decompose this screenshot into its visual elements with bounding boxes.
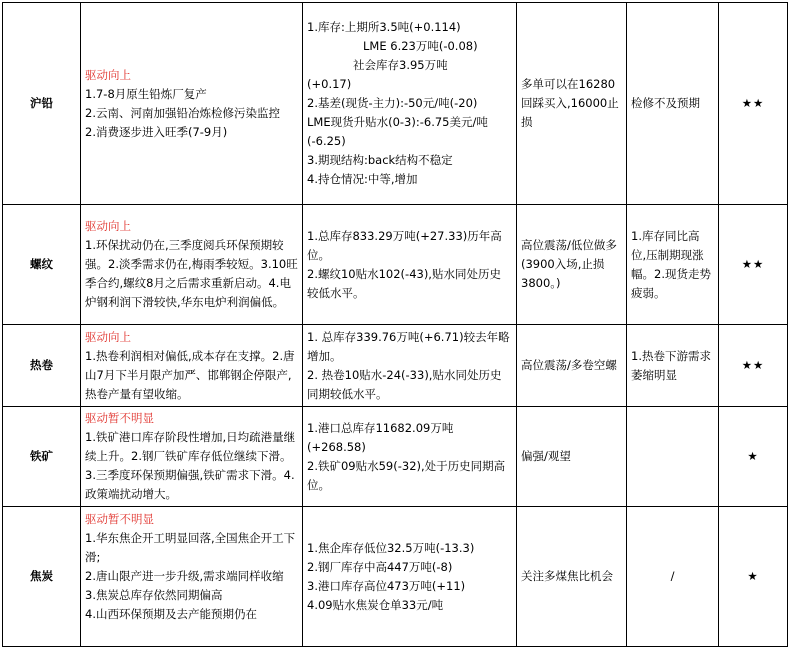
- driver-head: 驱动向上: [85, 329, 131, 344]
- table-row: [3, 325, 788, 407]
- data-cell: [303, 325, 517, 407]
- risk-cell: 1.热卷下游需求萎缩明显: [627, 325, 719, 407]
- data-line: 1.焦企库存低位32.5万吨(-13.3): [307, 540, 475, 555]
- data-line: 1.总库存833.29万吨(+27.33)历年高位。: [307, 228, 502, 262]
- rating-stars: ★★: [719, 3, 788, 205]
- data-line: 4.09贴水焦炭仓单33元/吨: [307, 597, 444, 612]
- data-line: LME 6.23万吨(-0.08): [363, 39, 478, 53]
- driver-line: 1.华东焦企开工明显回落,全国焦企开工下滑;: [85, 531, 296, 564]
- data-line: 1. 总库存339.76万吨(+6.71)较去年略增加。: [307, 329, 510, 363]
- data-line: 2. 热卷10贴水-24(-33),贴水同处历史同期较低水平。: [307, 367, 502, 401]
- table-row: [3, 407, 788, 507]
- commodity-name: 铁矿: [3, 407, 81, 507]
- data-line: (+0.17): [307, 77, 352, 91]
- data-line: 2.基差(现货-主力):-50元/吨(-20): [307, 96, 478, 110]
- commodity-name: 焦炭: [3, 507, 81, 647]
- driver-cell: [81, 507, 303, 647]
- driver-line: 1.热卷利润相对偏低,成本存在支撑。2.唐山7月下半月限产加严、邯郸钢企停限产,热卷产量有望收缩。: [85, 348, 295, 401]
- data-line: 4.持仓情况:中等,增加: [307, 172, 418, 186]
- risk-cell: 1.库存同比高位,压制期现涨幅。2.现货走势疲弱。: [627, 205, 719, 325]
- driver-line: 2.唐山限产进一步升级,需求端同样收缩: [85, 569, 284, 583]
- driver-cell: [81, 325, 303, 407]
- table-row: [3, 507, 788, 647]
- driver-line: 4.山西环保预期及去产能预期仍在: [85, 607, 257, 621]
- table-row: [3, 3, 788, 205]
- data-cell: [303, 507, 517, 647]
- strategy-cell: 多单可以在16280回踩买入,16000止损: [517, 3, 627, 205]
- data-cell: [303, 407, 517, 507]
- data-line: 2.铁矿09贴水59(-32),处于历史同期高位。: [307, 458, 506, 492]
- driver-line: 2.云南、河南加强铅冶炼检修污染监控: [85, 105, 280, 120]
- driver-line: 2.消费逐步进入旺季(7-9月): [85, 124, 228, 139]
- driver-head: 驱动暂不明显: [85, 512, 154, 526]
- strategy-cell: 高位震荡/低位做多(3900入场,止损3800。): [517, 205, 627, 325]
- data-line: 社会库存3.95万吨: [353, 58, 448, 72]
- rating-stars: ★: [719, 407, 788, 507]
- rating-stars: ★★: [719, 205, 788, 325]
- data-line: 1.库存:上期所3.5吨(+0.114): [307, 20, 461, 34]
- driver-line: 3.焦炭总库存依然同期偏高: [85, 588, 223, 602]
- data-line: 2.钢厂库存中高447万吨(-8): [307, 559, 453, 574]
- data-cell: [303, 3, 517, 205]
- data-line: 1.港口总库存11682.09万吨(+268.58): [307, 420, 454, 454]
- table-row: [3, 205, 788, 325]
- risk-cell: [627, 407, 719, 507]
- strategy-cell: 关注多煤焦比机会: [517, 507, 627, 647]
- data-cell: [303, 205, 517, 325]
- driver-cell: [81, 407, 303, 507]
- driver-cell: [81, 205, 303, 325]
- rating-stars: ★: [719, 507, 788, 647]
- commodity-name: 热卷: [3, 325, 81, 407]
- driver-head: 驱动向上: [85, 219, 131, 233]
- driver-line: 1.环保扰动仍在,三季度阅兵环保预期较强。2.淡季需求仍在,梅雨季较短。3.10旺季合约,螺纹8月之后需求重新启动。4.电炉钢利润下滑较快,华东电炉利润偏低。: [85, 238, 298, 309]
- data-line: 2.螺纹10贴水102(-43),贴水同处历史较低水平。: [307, 266, 501, 300]
- commodity-table: [2, 2, 788, 647]
- commodity-name: 螺纹: [3, 205, 81, 325]
- data-line: 3.港口库存高位473万吨(+11): [307, 578, 466, 593]
- commodity-name: 沪铅: [3, 3, 81, 205]
- driver-cell: [81, 3, 303, 205]
- driver-line: 1.铁矿港口库存阶段性增加,日均疏港量继续上升。2.钢厂铁矿库存低位继续下滑。3.三季度环保预期偏强,铁矿需求下滑。4.政策端扰动增大。: [85, 430, 296, 501]
- risk-cell: /: [627, 507, 719, 647]
- driver-head: 驱动向上: [85, 67, 131, 82]
- driver-head: 驱动暂不明显: [85, 411, 154, 425]
- data-line: 3.期现结构:back结构不稳定: [307, 153, 453, 167]
- strategy-cell: 高位震荡/多卷空螺: [517, 325, 627, 407]
- driver-line: 1.7-8月原生铅炼厂复产: [85, 86, 207, 101]
- rating-stars: ★★: [719, 325, 788, 407]
- data-line: LME现货升贴水(0-3):-6.75美元/吨(-6.25): [307, 115, 488, 148]
- risk-cell: 检修不及预期: [627, 3, 719, 205]
- strategy-cell: 偏强/观望: [517, 407, 627, 507]
